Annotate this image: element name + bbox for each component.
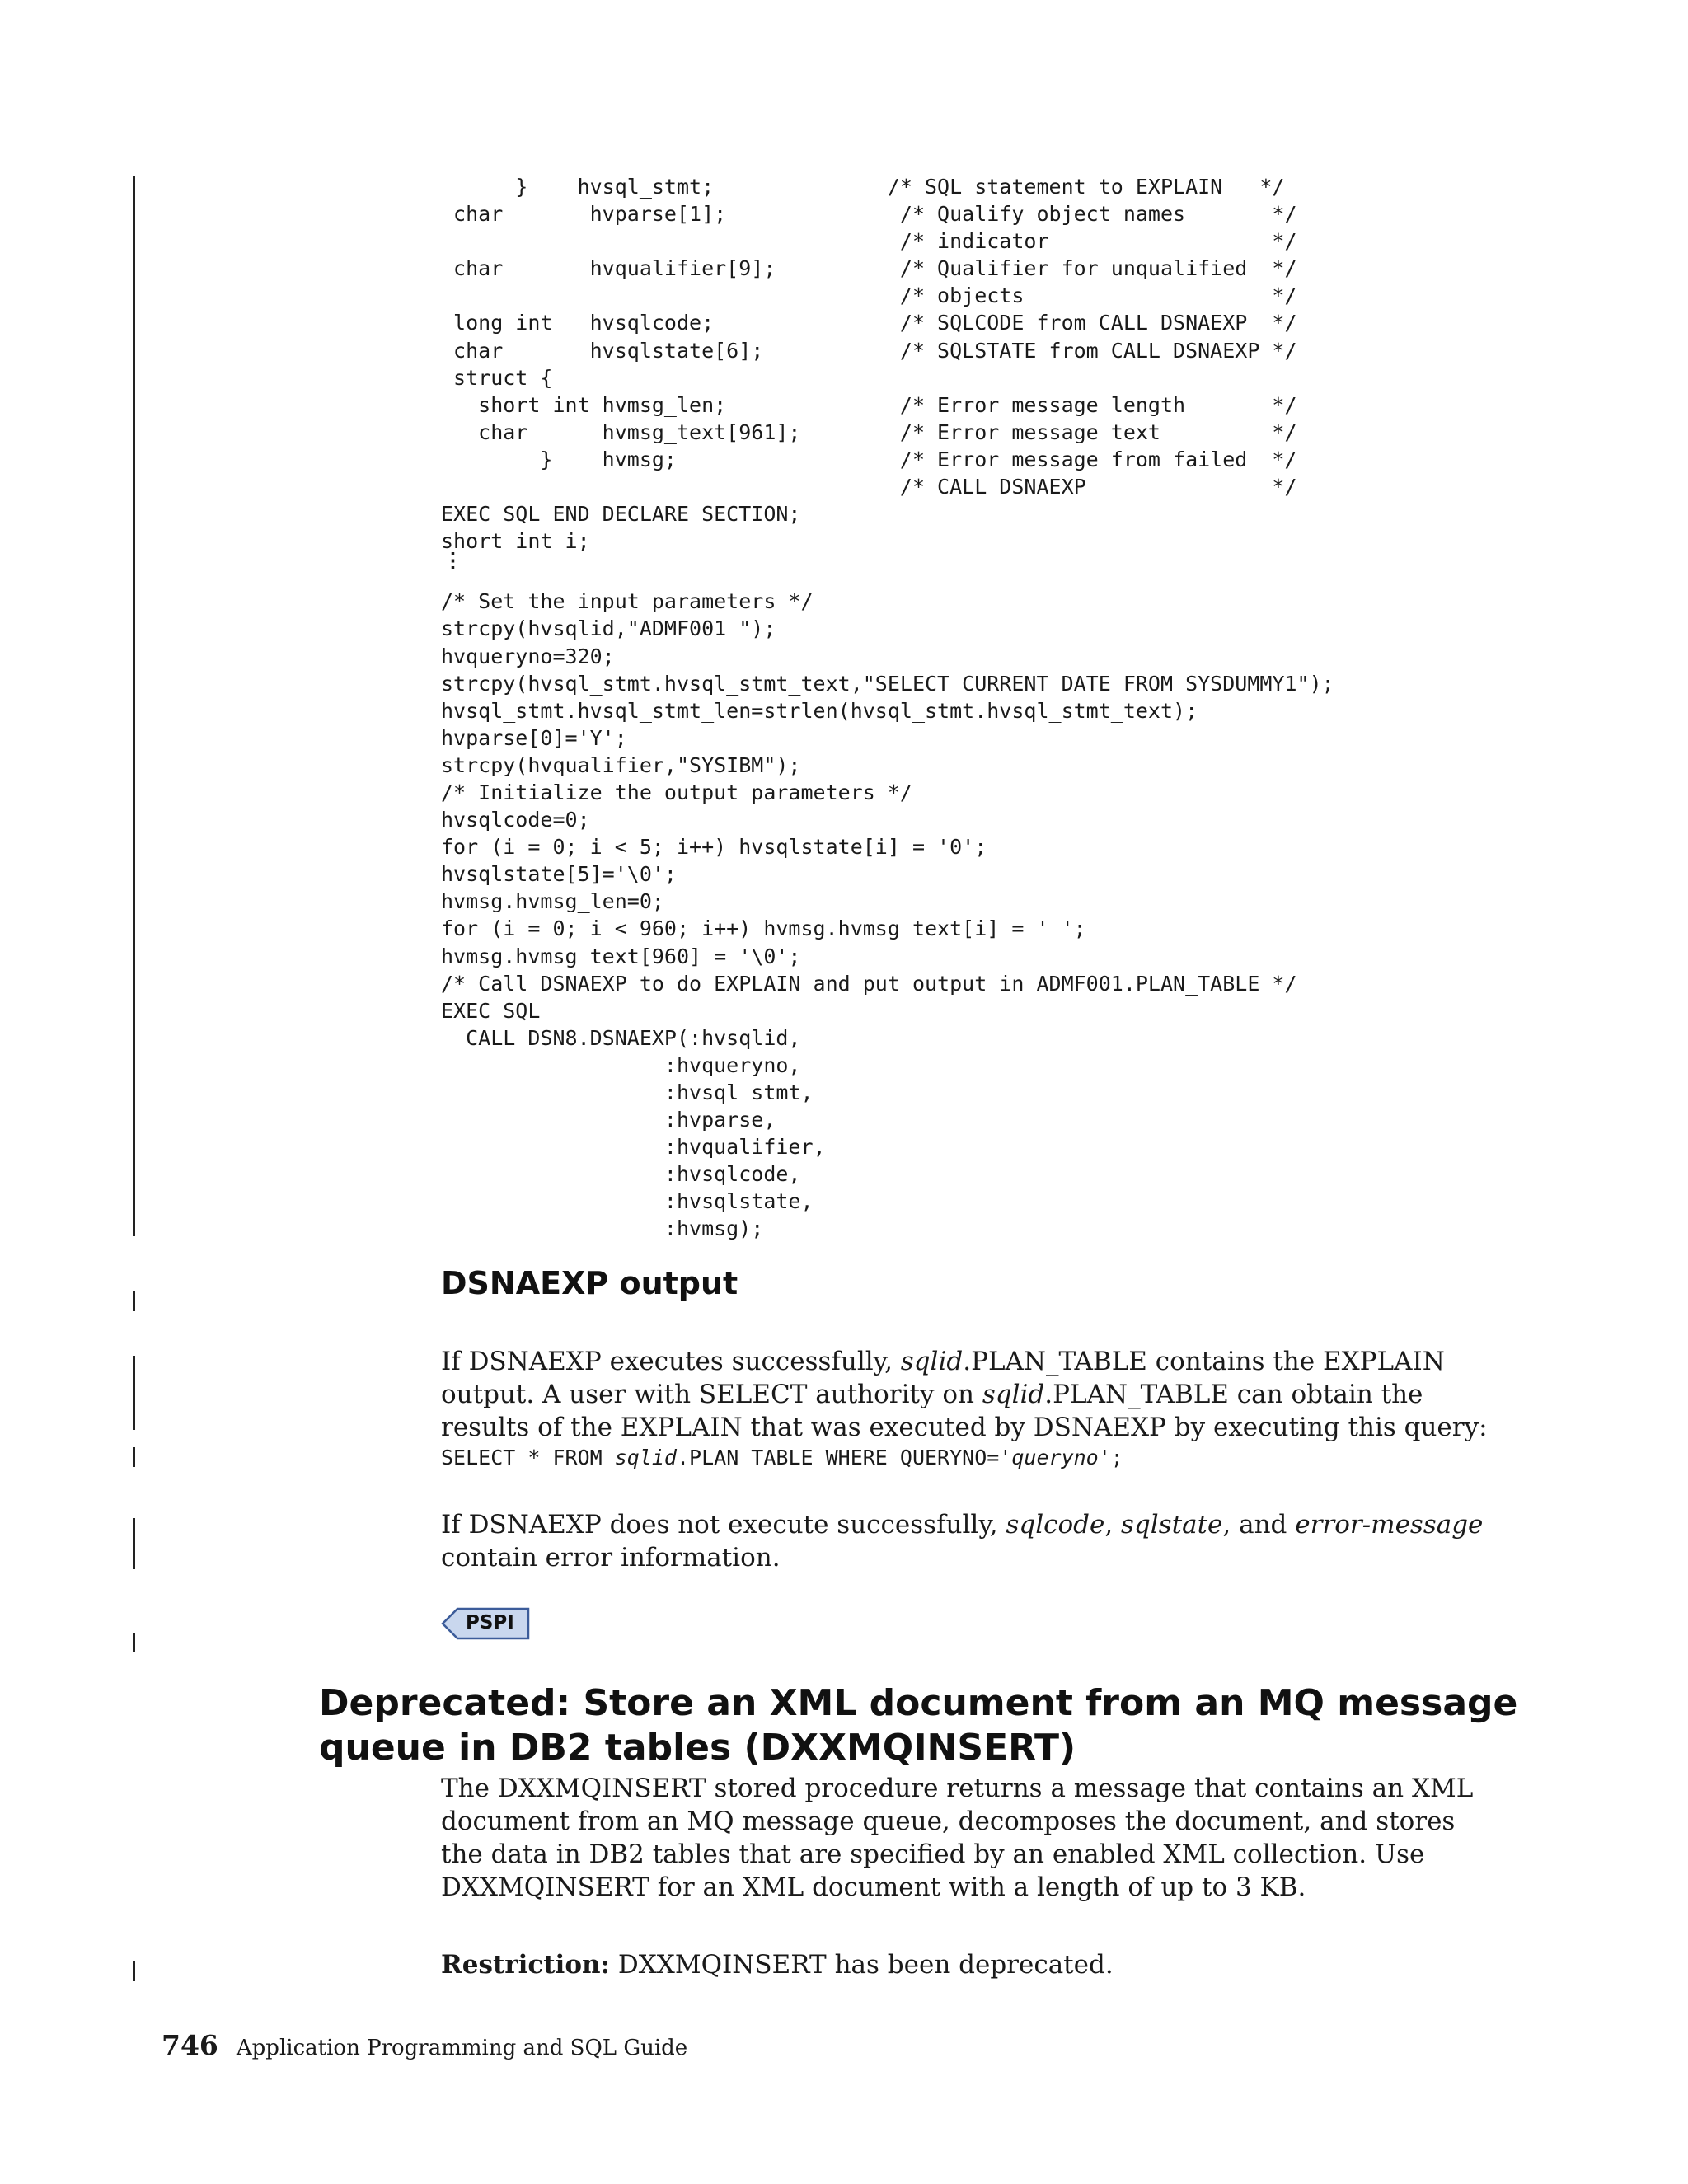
code-line: :hvsql_stmt, <box>441 1080 814 1104</box>
code-line: /* Call DSNAEXP to do EXPLAIN and put output in ADMF001.PLAN_TABLE */ <box>441 971 1297 996</box>
text-run: If DSNAEXP does not execute successfully, <box>441 1510 1006 1540</box>
page-footer <box>162 2029 687 2061</box>
italic-term: sqlid <box>900 1347 964 1376</box>
code-line: hvsqlstate[5]='\0'; <box>441 862 677 887</box>
code-line: strcpy(hvsql_stmt.hvsql_stmt_text,"SELECT CURRENT DATE FROM SYSDUMMY1"); <box>441 671 1334 696</box>
code-line: for (i = 0; i < 5; i++) hvsqlstate[i] = '0'; <box>441 835 987 860</box>
text-run: .PLAN_TABLE contains the EXPLAIN output. A user with SELECT authority on <box>441 1347 1445 1409</box>
code-run: SELECT * FROM <box>441 1446 615 1469</box>
revision-bars <box>0 0 165 2184</box>
code-line: hvqueryno=320; <box>441 644 615 668</box>
section-heading: DSNAEXP output <box>441 1265 738 1301</box>
code-line: hvsql_stmt.hvsql_stmt_len=strlen(hvsql_stmt.hvsql_stmt_text); <box>441 698 1198 723</box>
code-run: '; <box>1098 1446 1123 1469</box>
revision-bar <box>133 1961 135 1981</box>
italic-term: sqlstate <box>1121 1510 1223 1540</box>
code-line: char hvqualifier[9]; /* Qualifier for unqualified */ <box>441 256 1297 281</box>
pspi-end-marker <box>441 1607 532 1640</box>
code-line: } hvmsg; /* Error message from failed */ <box>441 447 1297 471</box>
code-line: /* indicator */ <box>441 229 1297 254</box>
revision-bar <box>133 1518 135 1569</box>
code-line: :hvparse, <box>441 1108 776 1132</box>
italic-term: sqlid <box>614 1446 677 1469</box>
code-line: :hvqueryno, <box>441 1052 801 1077</box>
code-ellipsis: ⋮ <box>443 548 463 573</box>
code-line: strcpy(hvsqlid,"ADMF001 "); <box>441 616 776 641</box>
code-line: struct { <box>441 365 553 390</box>
text-run: contain error information. <box>441 1543 781 1572</box>
code-listing <box>441 173 1334 1243</box>
code-line: hvmsg.hvmsg_text[960] = '\0'; <box>441 944 801 968</box>
code-line: char hvparse[1]; /* Qualify object names */ <box>441 202 1297 227</box>
code-line: :hvmsg); <box>441 1216 764 1241</box>
code-line: :hvqualifier, <box>441 1135 826 1160</box>
code-line: char hvsqlstate[6]; /* SQLSTATE from CALL DSNAEXP */ <box>441 338 1297 363</box>
text-run: , <box>1104 1510 1122 1540</box>
code-line: short int i; <box>441 529 590 554</box>
paragraph-success <box>441 1345 1488 1444</box>
code-line: /* objects */ <box>441 284 1297 308</box>
code-line: :hvsqlstate, <box>441 1189 814 1214</box>
revision-bar <box>133 176 135 1236</box>
code-line: hvmsg.hvmsg_len=0; <box>441 889 664 914</box>
topic-heading: Deprecated: Store an XML document from an MQ message queue in DB2 tables (DXXMQINSERT) <box>319 1682 1518 1769</box>
italic-term: error-message <box>1295 1510 1484 1540</box>
code-line: EXEC SQL <box>441 998 541 1023</box>
revision-bar <box>133 1633 135 1652</box>
code-line: } hvsql_stmt; /* SQL statement to EXPLAIN */ <box>441 175 1285 199</box>
code-line: short int hvmsg_len; /* Error message length */ <box>441 392 1297 417</box>
restriction-label: Restriction: <box>441 1950 610 1980</box>
paragraph-failure <box>441 1508 1488 1574</box>
code-line: hvparse[0]='Y'; <box>441 725 627 750</box>
italic-term: sqlcode <box>1006 1510 1105 1540</box>
sql-query <box>441 1444 1123 1471</box>
restriction-note <box>441 1948 1488 1981</box>
text-run: .PLAN_TABLE can obtain the results of the EXPLAIN that was executed by DSNAEXP by executing this query: <box>441 1380 1488 1442</box>
code-run: .PLAN_TABLE WHERE QUERYNO=' <box>676 1446 1012 1469</box>
code-line: char hvmsg_text[961]; /* Error message text */ <box>441 419 1297 444</box>
code-line: CALL DSN8.DSNAEXP(:hvsqlid, <box>441 1025 801 1050</box>
italic-term: sqlid <box>982 1380 1045 1409</box>
code-line: hvsqlcode=0; <box>441 808 590 832</box>
book-title: Application Programming and SQL Guide <box>236 2036 688 2060</box>
code-line: EXEC SQL END DECLARE SECTION; <box>441 502 801 527</box>
text-run: , and <box>1222 1510 1296 1540</box>
code-line: strcpy(hvqualifier,"SYSIBM"); <box>441 752 801 777</box>
revision-bar <box>133 1356 135 1430</box>
code-line: long int hvsqlcode; /* SQLCODE from CALL DSNAEXP */ <box>441 311 1297 335</box>
code-line: /* Set the input parameters */ <box>441 589 814 614</box>
italic-term: queryno <box>1011 1446 1099 1469</box>
revision-bar <box>133 1447 135 1467</box>
pspi-label: PSPI <box>466 1612 514 1633</box>
code-line: for (i = 0; i < 960; i++) hvmsg.hvmsg_text[i] = ' '; <box>441 916 1086 941</box>
code-line: /* CALL DSNAEXP */ <box>441 475 1297 499</box>
revision-bar <box>133 1291 135 1311</box>
text-run: If DSNAEXP executes successfully, <box>441 1347 901 1376</box>
page-number: 746 <box>162 2029 218 2061</box>
restriction-text: DXXMQINSERT has been deprecated. <box>610 1950 1114 1980</box>
code-line: :hvsqlcode, <box>441 1162 801 1187</box>
paragraph-description: The DXXMQINSERT stored procedure returns a message that contains an XML document from an MQ message queue, decomposes the document, and stores the data in DB2 tables that are specified by an enabled XML collection. Use DXXMQINSERT for an XML document with a length of up to 3 KB. <box>441 1774 1474 1902</box>
code-line: /* Initialize the output parameters */ <box>441 780 912 804</box>
